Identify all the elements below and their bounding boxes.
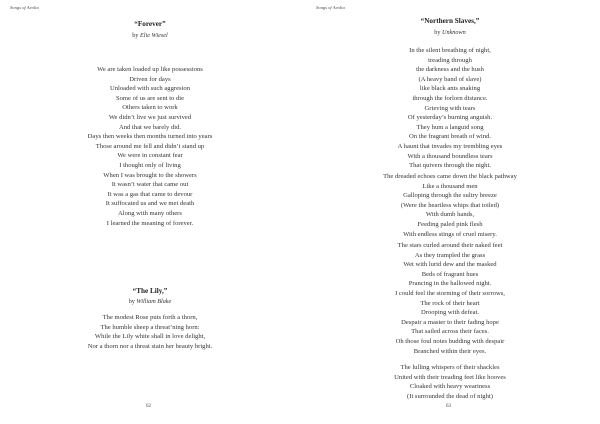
- verse-line: (Were the heartless whips that toiled): [400, 201, 500, 209]
- verse-line: Unloaded with such aggresion: [109, 85, 191, 93]
- byline-prefix: by: [132, 32, 139, 39]
- verse-line: It was a gas that came to devour: [107, 190, 193, 198]
- byline-prefix: by: [434, 29, 441, 36]
- verse-line: I learned the meaning of forever.: [106, 219, 194, 227]
- verse-line: In the silent breathing of night,: [409, 47, 491, 54]
- poem-author: Elie Wiesel: [140, 32, 168, 39]
- verse-line: Oh those foul notes budding with despair: [395, 337, 505, 345]
- stanza: [40, 313, 260, 351]
- verse-line: The dreaded echoes came down the black pathway: [383, 173, 517, 180]
- verse-line: Branched within their eyes.: [413, 347, 487, 355]
- stanza: [335, 363, 565, 401]
- verse-line: And that we barely did.: [118, 123, 182, 131]
- verse-line: the darkness and the hush: [416, 66, 484, 74]
- verse-line: With dumb hands,: [425, 211, 475, 219]
- verse-line: It suffocated us and we met death: [105, 200, 195, 208]
- verse-line: Grieving with tears: [424, 104, 476, 112]
- poem-author: Unknown: [442, 29, 466, 36]
- verse-line: Of yesterday’s burning anguish.: [407, 114, 493, 122]
- verse-line: As they trampled the grass: [414, 251, 486, 259]
- verse-line: I could feel the storming of their sorrows,: [395, 289, 505, 297]
- verse-line: through the forlorn distance.: [412, 94, 488, 102]
- verse-line: Days then weeks then months turned into years: [87, 133, 213, 141]
- right-page: [300, 0, 600, 424]
- running-head: Songs of Aeolia: [316, 5, 345, 10]
- verse-line: Beds of fragrant hues: [421, 270, 479, 278]
- verse-line: like black ants snaking: [419, 85, 481, 93]
- page-number: 63: [446, 404, 451, 409]
- verse-line: Some of us are sent to die: [115, 94, 185, 102]
- verse-line: Others taken to work: [122, 104, 178, 112]
- verse-line: Along with many others: [118, 209, 182, 217]
- verse-line: We are taken loaded up like possessions: [97, 66, 203, 73]
- stanza: [40, 65, 260, 228]
- page-number: 62: [146, 404, 151, 409]
- stanza: [335, 172, 565, 239]
- verse-line: The lulling whispers of their shackles: [400, 364, 500, 371]
- verse-line: Nor a thorn nor a threat stain her beauty bright.: [87, 342, 213, 350]
- poem-title: “The Lily,”: [132, 287, 168, 295]
- verse-line: With endless stings of cruel misery.: [403, 230, 497, 238]
- byline-prefix: by: [128, 298, 135, 305]
- verse-line: Like a thousand men: [422, 182, 478, 190]
- verse-line: We didn’t live we just survived: [108, 113, 192, 121]
- verse-line: United with their treading feet like hooves: [394, 373, 506, 381]
- verse-line: Galloping through the sultry breeze: [403, 192, 497, 200]
- verse-line: Drooping with defeat.: [420, 309, 480, 317]
- verse-line: A haunt that invades my trembling eyes: [397, 142, 503, 150]
- poem-title: “Forever”: [134, 20, 166, 28]
- poem-title: “Northern Slaves,”: [420, 17, 480, 25]
- verse-line: That sailed across their faces.: [411, 328, 489, 336]
- verse-line: We were in constant fear: [117, 152, 183, 160]
- verse-line: Feeding paled pink flesh: [417, 220, 483, 228]
- verse-line: When I was brought to the showers: [103, 171, 197, 179]
- poem-author: William Blake: [136, 298, 172, 305]
- verse-line: Cloaked with heavy weariness: [409, 383, 491, 391]
- verse-line: It wasn’t water that came out: [111, 181, 189, 189]
- verse-line: Despair a master to their fading hope: [401, 318, 499, 326]
- verse-line: (It surrounded the dead of night): [407, 392, 493, 400]
- poem-byline: [75, 32, 225, 39]
- stanza: [335, 241, 565, 356]
- poem-byline: [75, 298, 225, 305]
- verse-line: Wet with lurid dew and the masked: [403, 261, 497, 269]
- running-head: Songs of Aeolia: [10, 5, 39, 10]
- verse-line: treading through: [428, 56, 472, 64]
- verse-line: While the Lily white shall in love delight,: [94, 333, 206, 341]
- verse-line: That quivers through the night.: [409, 162, 491, 170]
- verse-line: The modest Rose puts forth a thorn,: [102, 314, 198, 321]
- poem-byline: [375, 29, 525, 36]
- verse-line: The humble sheep a threat’ning horn:: [100, 323, 200, 331]
- stanza: [335, 46, 565, 171]
- verse-line: Driven for days: [129, 75, 171, 83]
- verse-line: They hum a languid song: [416, 123, 484, 131]
- verse-line: The rock of their heart: [420, 299, 480, 307]
- verse-line: (A heavy band of slave): [418, 75, 482, 83]
- verse-line: I thought only of living: [119, 161, 181, 169]
- verse-line: Those around me fell and didn’t stand up: [95, 142, 205, 150]
- verse-line: Prancing in the hallowed night.: [408, 280, 492, 288]
- verse-line: With a thousand boundless tears: [407, 152, 493, 160]
- verse-line: On the fragrant breath of wind.: [408, 133, 492, 141]
- verse-line: The stars curled around their naked feet: [397, 242, 503, 249]
